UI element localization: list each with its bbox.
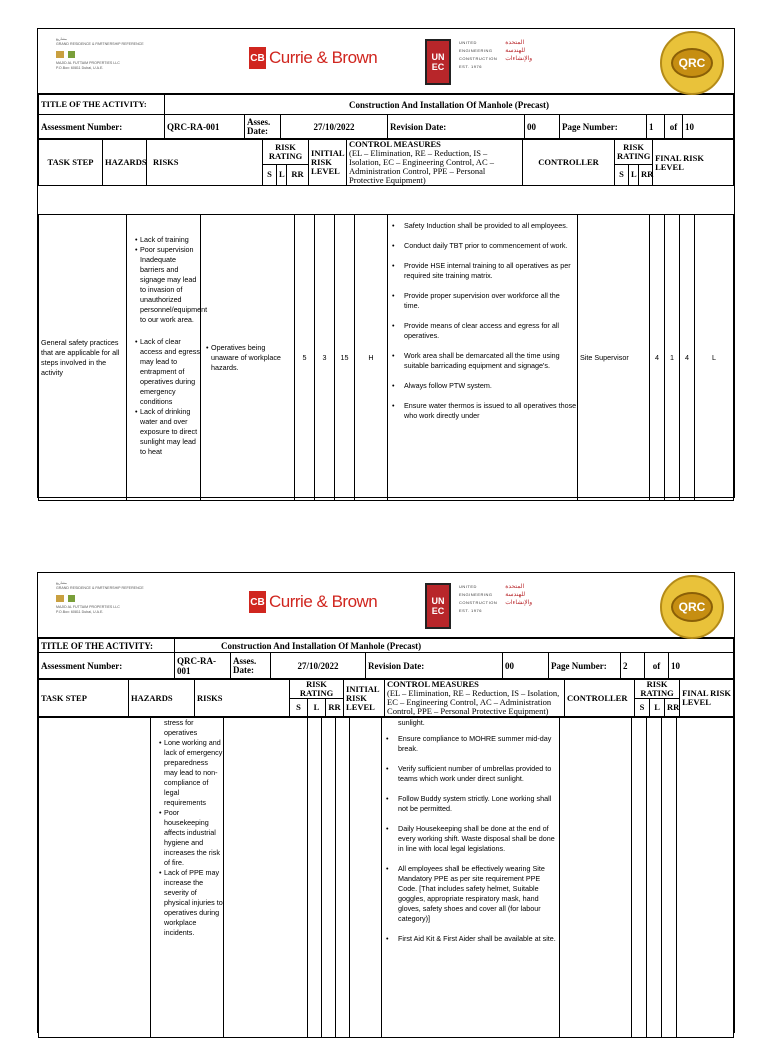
hazard-item: • Poor housekeeping affects industrial hygiene and increases the risk of fire. <box>159 808 223 868</box>
task-step-header: TASK STEP <box>39 680 129 717</box>
control-item: • Ensure compliance to MOHRE summer mid-day break. <box>386 734 559 754</box>
document-page-2 <box>37 572 735 1033</box>
control-measures-cell <box>382 718 560 1038</box>
uec-line: CONSTRUCTION <box>459 600 498 605</box>
currie-brown-logo <box>249 591 377 613</box>
initial-risk-level-header: INITIAL RISK LEVEL <box>344 680 385 717</box>
logo-header <box>38 573 734 638</box>
uec-line: CONSTRUCTION <box>459 56 498 61</box>
hazards-cell <box>127 215 208 501</box>
task-step-cell <box>39 718 151 1038</box>
majid-company-name: MAJID AL FUTTAIM PROPERTIES LLC <box>56 61 120 65</box>
asses-date: 27/10/2022 <box>271 653 366 679</box>
majid-al-futtaim-logo <box>56 37 156 71</box>
hazard-item: • Lack of clear access and egress may lead to entrapment of operatives during emergency conditions <box>135 337 200 407</box>
uec-arabic-line: للهندسة <box>505 592 526 598</box>
hazard-item: • Lack of PPE may increase the severity of physical injuries to operatives during workplace incidents. <box>159 868 223 938</box>
final-rr-header: RR <box>639 164 653 185</box>
cb-mark: CB <box>249 47 266 69</box>
assessment-label: Assessment Number: <box>39 653 175 679</box>
final-rr-header: RR <box>665 699 680 717</box>
s-header: S <box>263 164 277 185</box>
control-item: • Work area shall be demarcated all the time using suitable barricading equipment and signage's. <box>392 351 577 371</box>
cb-mark: CB <box>249 591 266 613</box>
revision-value: 00 <box>503 653 549 679</box>
title-table <box>38 638 734 679</box>
hazards-header: HAZARDS <box>103 140 147 186</box>
control-measures-header <box>385 680 565 717</box>
controller-header: CONTROLLER <box>565 680 635 717</box>
task-step-cell: General safety practices that are applicable for all steps involved in the activity <box>39 215 127 501</box>
initial-risk-level-value <box>350 718 382 1038</box>
l-header: L <box>308 699 326 717</box>
control-measures-cell <box>388 215 578 501</box>
control-item: • Conduct daily TBT prior to commencement of work. <box>392 241 577 251</box>
control-measures-title: CONTROL MEASURES <box>387 679 479 689</box>
control-item: • Provide means of clear access and egress for all operatives. <box>392 321 577 341</box>
page-number-label: Page Number: <box>549 653 621 679</box>
qrc-seal-logo <box>660 31 724 95</box>
risk-table-body <box>38 214 734 501</box>
control-item: • First Aid Kit & First Aider shall be available at site. <box>386 934 559 944</box>
l-value <box>322 718 336 1038</box>
risks-header: RISKS <box>147 140 263 186</box>
control-measures-title: CONTROL MEASURES <box>349 139 441 149</box>
title-label: TITLE OF THE ACTIVITY: <box>39 95 165 115</box>
of-label: of <box>645 653 669 679</box>
control-item: • Provide proper supervision over workforce all the time. <box>392 291 577 311</box>
risk-rating-header: RISK RATING <box>290 680 344 699</box>
initial-risk-level-value: H <box>355 215 388 501</box>
risk-rating-header: RISK RATING <box>263 140 309 165</box>
s-header: S <box>290 699 308 717</box>
risks-header: RISKS <box>195 680 290 717</box>
final-s-header: S <box>635 699 650 717</box>
control-continued: sunlight. <box>398 718 425 727</box>
column-header-table <box>38 679 734 717</box>
control-item: • Ensure water thermos is issued to all operatives those who work directly under <box>392 401 577 421</box>
controller-value <box>560 718 632 1038</box>
hazard-item: • Lone working and lack of emergency preparedness may lead to non-compliance of legal requirements <box>159 738 223 808</box>
s-value <box>308 718 322 1038</box>
title-table <box>38 94 734 139</box>
hazards-cell <box>151 718 224 1038</box>
hazards-header: HAZARDS <box>129 680 195 717</box>
revision-value: 00 <box>525 115 560 139</box>
rr-value <box>336 718 350 1038</box>
final-risk-level-value: L <box>695 215 734 501</box>
rr-header: RR <box>287 164 309 185</box>
control-item: • Verify sufficient number of umbrellas provided to teams which work under direct sunlight. <box>386 764 559 784</box>
final-l-header: L <box>629 164 639 185</box>
uec-line: EST. 1976 <box>459 608 482 613</box>
hazard-item: • Lack of drinking water and over exposure to direct sunlight may lead to heat <box>135 407 200 457</box>
l-header: L <box>277 164 287 185</box>
qrc-text: QRC <box>671 48 713 78</box>
asses-date-label: Asses. Date: <box>245 115 281 139</box>
control-item: • Always follow PTW system. <box>392 381 577 391</box>
risks-cell <box>224 718 308 1038</box>
page-number: 1 <box>647 115 665 139</box>
asses-date-label: Asses. Date: <box>231 653 271 679</box>
majid-address: P.O.Box: 60811 Dubai, U.A.E. <box>56 610 104 614</box>
task-step-header: TASK STEP <box>39 140 103 186</box>
column-header-table <box>38 139 734 186</box>
final-s-value: 4 <box>650 215 665 501</box>
final-l-header: L <box>650 699 665 717</box>
majid-logo-line: مشاريع <box>56 581 67 585</box>
risk-table-body <box>38 717 734 1038</box>
control-item: • Safety Induction shall be provided to all employees. <box>392 221 577 231</box>
final-rr-value: 4 <box>680 215 695 501</box>
uec-line: EST. 1976 <box>459 64 482 69</box>
rr-header: RR <box>326 699 344 717</box>
uec-arabic-line: والإنشاءات <box>505 600 533 606</box>
uec-logo <box>425 39 532 85</box>
control-item: • Daily Housekeeping shall be done at the end of every working shift. Waste disposal shall be done in line with local legal legislations. <box>386 824 559 854</box>
currie-brown-name: Currie & Brown <box>269 48 378 67</box>
final-risk-rating-header: RISK RATING <box>615 140 653 165</box>
activity-title: Construction And Installation Of Manhole (Precast) <box>175 639 734 653</box>
control-measures-legend: (EL – Elimination, RE – Reduction, IS – Isolation, EC – Engineering Control, AC – Administration Control, PPE – Personal Protective Equipment) <box>349 148 494 185</box>
majid-logo-line: GRAND RESIDENCE & PARTNERSHIP REFERENCE <box>56 586 144 590</box>
risks-cell <box>201 215 295 501</box>
qrc-seal-logo <box>660 575 724 639</box>
title-label: TITLE OF THE ACTIVITY: <box>39 639 175 653</box>
control-item: • Follow Buddy system strictly. Lone working shall not be permitted. <box>386 794 559 814</box>
uec-arabic-line: والإنشاءات <box>505 56 533 62</box>
qrc-text: QRC <box>671 592 713 622</box>
uec-line: UNITED <box>459 40 477 45</box>
final-s-header: S <box>615 164 629 185</box>
final-l-value <box>647 718 662 1038</box>
controller-header: CONTROLLER <box>523 140 615 186</box>
majid-company-name: MAJID AL FUTTAIM PROPERTIES LLC <box>56 605 120 609</box>
uec-letters: EC <box>431 62 445 72</box>
assessment-number: QRC-RA-001 <box>175 653 231 679</box>
currie-brown-name: Currie & Brown <box>269 592 378 611</box>
uec-arabic-line: المتحدة <box>505 40 525 46</box>
controller-value: Site Supervisor <box>578 215 650 501</box>
risk-item: • Operatives being unaware of workplace hazards. <box>206 343 294 373</box>
initial-risk-level-header: INITIAL RISK LEVEL <box>309 140 347 186</box>
final-risk-level-value <box>677 718 734 1038</box>
activity-title: Construction And Installation Of Manhole (Precast) <box>165 95 734 115</box>
hazard-continued: stress for operatives <box>164 718 198 737</box>
asses-date: 27/10/2022 <box>281 115 388 139</box>
uec-letters: UN <box>431 52 445 62</box>
logo-header <box>38 29 734 94</box>
uec-line: ENGINEERING <box>459 592 493 597</box>
majid-address: P.O.Box: 60811 Dubai, U.A.E. <box>56 66 104 70</box>
final-l-value: 1 <box>665 215 680 501</box>
final-risk-rating-header: RISK RATING <box>635 680 680 699</box>
total-pages: 10 <box>683 115 734 139</box>
final-s-value <box>632 718 647 1038</box>
control-item: • Provide HSE internal training to all operatives as per required site training matrix. <box>392 261 577 281</box>
control-measures-legend: (EL – Elimination, RE – Reduction, IS – Isolation, EC – Engineering Control, AC – Administration Control, PPE – Personal Protective Equipment) <box>387 688 560 716</box>
uec-line: UNITED <box>459 584 477 589</box>
document-page-1 <box>37 28 735 498</box>
page-number: 2 <box>621 653 645 679</box>
hazard-item: • Lack of training <box>135 235 200 245</box>
of-label: of <box>665 115 683 139</box>
page-number-label: Page Number: <box>560 115 647 139</box>
revision-label: Revision Date: <box>366 653 503 679</box>
uec-arabic-line: المتحدة <box>505 584 525 590</box>
l-value: 3 <box>315 215 335 501</box>
control-item: • All employees shall be effectively wearing Site Mandatory PPE as per site requirement PPE Code. [That includes safety helmet, Suitable goggles, appropriate respiratory mask, hand gloves, safety shoes and cover all (for labour category)] <box>386 864 559 924</box>
uec-letters: EC <box>431 606 445 616</box>
final-rr-value <box>662 718 677 1038</box>
assessment-number: QRC-RA-001 <box>165 115 245 139</box>
assessment-label: Assessment Number: <box>39 115 165 139</box>
control-measures-header <box>347 140 523 186</box>
rr-value: 15 <box>335 215 355 501</box>
final-risk-level-header: FINAL RISK LEVEL <box>680 680 734 717</box>
majid-logo-line: مشاريع <box>56 37 67 41</box>
majid-al-futtaim-logo <box>56 581 156 615</box>
hazard-item: • Poor supervision Inadequate barriers and signage may lead to invasion of unauthorized personnel/equipment to our work area. <box>135 245 200 325</box>
revision-label: Revision Date: <box>388 115 525 139</box>
currie-brown-logo <box>249 47 377 69</box>
uec-arabic-line: للهندسة <box>505 48 526 54</box>
majid-logo-line: GRAND RESIDENCE & PARTNERSHIP REFERENCE <box>56 42 144 46</box>
s-value: 5 <box>295 215 315 501</box>
uec-logo <box>425 583 532 629</box>
uec-line: ENGINEERING <box>459 48 493 53</box>
final-risk-level-header: FINAL RISK LEVEL <box>653 140 734 186</box>
uec-letters: UN <box>431 596 445 606</box>
total-pages: 10 <box>669 653 734 679</box>
